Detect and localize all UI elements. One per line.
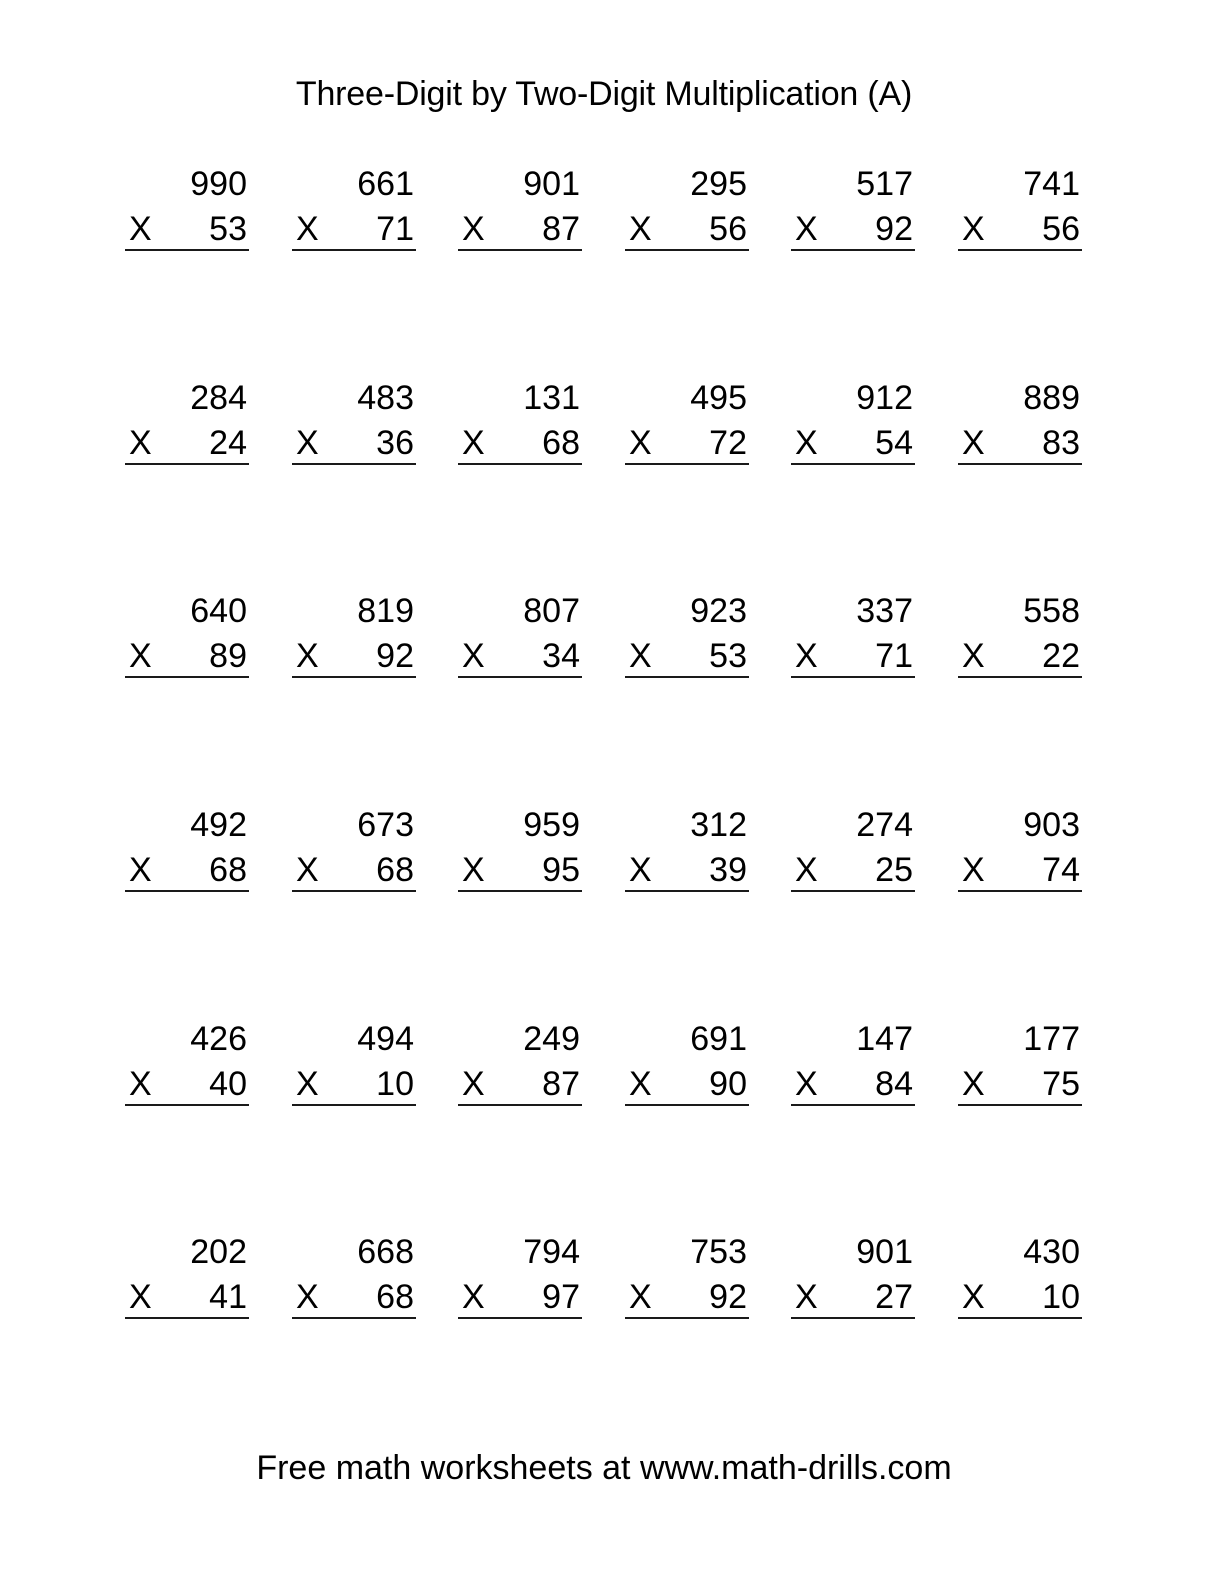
multiply-sign-icon: X [462, 424, 485, 462]
multiplier: 90 [709, 1065, 747, 1103]
multiply-sign-icon: X [795, 424, 818, 462]
multiplication-problem [125, 1232, 249, 1324]
multiplier: 87 [542, 210, 580, 248]
multiplier: 92 [376, 637, 414, 675]
multiplication-problem [292, 378, 416, 470]
multiplier: 71 [875, 637, 913, 675]
multiplier-row [791, 1277, 915, 1319]
multiplier-row [791, 636, 915, 678]
multiplier: 53 [709, 637, 747, 675]
multiply-sign-icon: X [296, 210, 319, 248]
multiply-sign-icon: X [629, 851, 652, 889]
multiply-sign-icon: X [962, 424, 985, 462]
multiplier-row [292, 423, 416, 465]
multiplicand: 959 [523, 806, 580, 844]
multiplier-row [958, 1064, 1082, 1106]
multiplicand: 284 [190, 379, 247, 417]
multiplier: 97 [542, 1278, 580, 1316]
multiplier-row [625, 636, 749, 678]
multiplication-problem [791, 164, 915, 256]
multiplier: 83 [1042, 424, 1080, 462]
multiplier: 68 [376, 851, 414, 889]
multiplier-row [458, 636, 582, 678]
multiplier: 53 [209, 210, 247, 248]
multiplication-problem [458, 1019, 582, 1111]
multiplier: 10 [376, 1065, 414, 1103]
multiplication-problem [458, 1232, 582, 1324]
multiply-sign-icon: X [795, 637, 818, 675]
multiplier-row [458, 423, 582, 465]
multiplier-row [458, 209, 582, 251]
multiply-sign-icon: X [962, 637, 985, 675]
multiplier: 84 [875, 1065, 913, 1103]
multiplicand: 819 [357, 592, 414, 630]
multiplier-row [125, 1064, 249, 1106]
multiplier: 39 [709, 851, 747, 889]
multiply-sign-icon: X [795, 1278, 818, 1316]
multiplier-row [625, 423, 749, 465]
multiplier-row [791, 850, 915, 892]
multiply-sign-icon: X [129, 851, 152, 889]
multiply-sign-icon: X [629, 210, 652, 248]
multiplication-problem [458, 378, 582, 470]
multiplicand: 903 [1023, 806, 1080, 844]
multiplicand: 691 [690, 1020, 747, 1058]
multiply-sign-icon: X [462, 210, 485, 248]
multiply-sign-icon: X [296, 851, 319, 889]
multiplication-problem [458, 591, 582, 683]
multiplicand: 337 [856, 592, 913, 630]
multiplication-problem [625, 1232, 749, 1324]
multiplier-row [292, 209, 416, 251]
multiplication-problem [292, 805, 416, 897]
multiplier-row [791, 423, 915, 465]
multiplication-problem [125, 805, 249, 897]
multiplicand: 901 [523, 165, 580, 203]
multiplier-row [292, 1277, 416, 1319]
problem-grid [125, 164, 1083, 1334]
multiplier: 25 [875, 851, 913, 889]
multiplicand: 753 [690, 1233, 747, 1271]
multiplier: 56 [1042, 210, 1080, 248]
multiply-sign-icon: X [629, 424, 652, 462]
multiplication-problem [458, 164, 582, 256]
multiplier: 68 [376, 1278, 414, 1316]
multiplication-problem [791, 1232, 915, 1324]
multiplicand: 202 [190, 1233, 247, 1271]
multiply-sign-icon: X [795, 210, 818, 248]
multiplier: 24 [209, 424, 247, 462]
multiplier-row [125, 636, 249, 678]
multiplier-row [958, 1277, 1082, 1319]
multiply-sign-icon: X [795, 1065, 818, 1103]
multiplier-row [458, 850, 582, 892]
multiplicand: 661 [357, 165, 414, 203]
multiplier: 10 [1042, 1278, 1080, 1316]
multiplier: 75 [1042, 1065, 1080, 1103]
multiplication-problem [958, 378, 1082, 470]
multiplier: 40 [209, 1065, 247, 1103]
multiply-sign-icon: X [462, 1065, 485, 1103]
multiplier: 68 [209, 851, 247, 889]
multiplier-row [625, 1064, 749, 1106]
multiplication-problem [292, 1019, 416, 1111]
multiplier-row [625, 1277, 749, 1319]
multiplication-problem [958, 591, 1082, 683]
multiplicand: 673 [357, 806, 414, 844]
multiplication-problem [125, 378, 249, 470]
multiplicand: 741 [1023, 165, 1080, 203]
multiplication-problem [958, 1019, 1082, 1111]
multiplication-problem [625, 805, 749, 897]
multiplicand: 430 [1023, 1233, 1080, 1271]
multiplicand: 492 [190, 806, 247, 844]
multiplication-problem [292, 1232, 416, 1324]
multiplier: 92 [709, 1278, 747, 1316]
multiplication-problem [958, 805, 1082, 897]
multiplicand: 923 [690, 592, 747, 630]
multiply-sign-icon: X [629, 1278, 652, 1316]
multiplier-row [958, 850, 1082, 892]
multiplicand: 517 [856, 165, 913, 203]
multiplicand: 889 [1023, 379, 1080, 417]
multiply-sign-icon: X [129, 424, 152, 462]
multiplication-problem [125, 591, 249, 683]
multiplication-problem [791, 378, 915, 470]
multiply-sign-icon: X [129, 1065, 152, 1103]
multiplication-problem [125, 164, 249, 256]
multiply-sign-icon: X [462, 1278, 485, 1316]
multiplier: 54 [875, 424, 913, 462]
multiplication-problem [625, 1019, 749, 1111]
multiplicand: 274 [856, 806, 913, 844]
multiplier-row [125, 850, 249, 892]
multiplier-row [625, 850, 749, 892]
multiplicand: 249 [523, 1020, 580, 1058]
multiplicand: 483 [357, 379, 414, 417]
multiplicand: 807 [523, 592, 580, 630]
multiplier: 87 [542, 1065, 580, 1103]
multiplier: 68 [542, 424, 580, 462]
multiplier-row [458, 1277, 582, 1319]
multiplier: 56 [709, 210, 747, 248]
multiply-sign-icon: X [962, 1065, 985, 1103]
multiplier-row [458, 1064, 582, 1106]
multiplicand: 640 [190, 592, 247, 630]
multiplicand: 494 [357, 1020, 414, 1058]
multiplier: 95 [542, 851, 580, 889]
multiply-sign-icon: X [962, 1278, 985, 1316]
multiply-sign-icon: X [962, 851, 985, 889]
multiplicand: 794 [523, 1233, 580, 1271]
multiplicand: 177 [1023, 1020, 1080, 1058]
multiplication-problem [458, 805, 582, 897]
multiplier-row [625, 209, 749, 251]
multiply-sign-icon: X [962, 210, 985, 248]
multiply-sign-icon: X [296, 1278, 319, 1316]
multiply-sign-icon: X [129, 637, 152, 675]
multiplication-problem [125, 1019, 249, 1111]
multiplicand: 131 [523, 379, 580, 417]
worksheet-title: Three-Digit by Two-Digit Multiplication (A) [295, 75, 913, 113]
multiply-sign-icon: X [462, 637, 485, 675]
multiplicand: 558 [1023, 592, 1080, 630]
multiplication-problem [625, 164, 749, 256]
multiplier-row [125, 209, 249, 251]
multiply-sign-icon: X [629, 1065, 652, 1103]
multiply-sign-icon: X [296, 637, 319, 675]
multiply-sign-icon: X [129, 1278, 152, 1316]
multiplicand: 901 [856, 1233, 913, 1271]
multiplier-row [791, 209, 915, 251]
multiply-sign-icon: X [629, 637, 652, 675]
multiplication-problem [958, 164, 1082, 256]
multiplier-row [958, 423, 1082, 465]
multiplicand: 426 [190, 1020, 247, 1058]
multiplier-row [292, 850, 416, 892]
multiplier: 34 [542, 637, 580, 675]
multiplier-row [125, 1277, 249, 1319]
multiplier: 74 [1042, 851, 1080, 889]
multiply-sign-icon: X [795, 851, 818, 889]
multiply-sign-icon: X [296, 1065, 319, 1103]
multiply-sign-icon: X [296, 424, 319, 462]
multiplication-problem [625, 591, 749, 683]
multiplication-problem [791, 591, 915, 683]
multiplication-problem [791, 1019, 915, 1111]
multiplier-row [958, 636, 1082, 678]
multiplicand: 990 [190, 165, 247, 203]
multiplier: 92 [875, 210, 913, 248]
multiplication-problem [958, 1232, 1082, 1324]
multiply-sign-icon: X [462, 851, 485, 889]
multiplicand: 295 [690, 165, 747, 203]
footer-text: Free math worksheets at www.math-drills.com [256, 1449, 952, 1487]
multiplication-problem [791, 805, 915, 897]
multiplier-row [958, 209, 1082, 251]
multiplier: 22 [1042, 637, 1080, 675]
multiplier: 27 [875, 1278, 913, 1316]
multiplier: 71 [376, 210, 414, 248]
multiplicand: 147 [856, 1020, 913, 1058]
multiplier-row [125, 423, 249, 465]
multiplier-row [791, 1064, 915, 1106]
multiplication-problem [625, 378, 749, 470]
multiplier: 89 [209, 637, 247, 675]
multiplicand: 668 [357, 1233, 414, 1271]
multiplicand: 312 [690, 806, 747, 844]
multiplication-problem [292, 164, 416, 256]
multiplier: 72 [709, 424, 747, 462]
multiplier-row [292, 636, 416, 678]
multiplier: 41 [209, 1278, 247, 1316]
multiply-sign-icon: X [129, 210, 152, 248]
multiplier-row [292, 1064, 416, 1106]
multiplicand: 495 [690, 379, 747, 417]
multiplication-problem [292, 591, 416, 683]
multiplier: 36 [376, 424, 414, 462]
multiplicand: 912 [856, 379, 913, 417]
